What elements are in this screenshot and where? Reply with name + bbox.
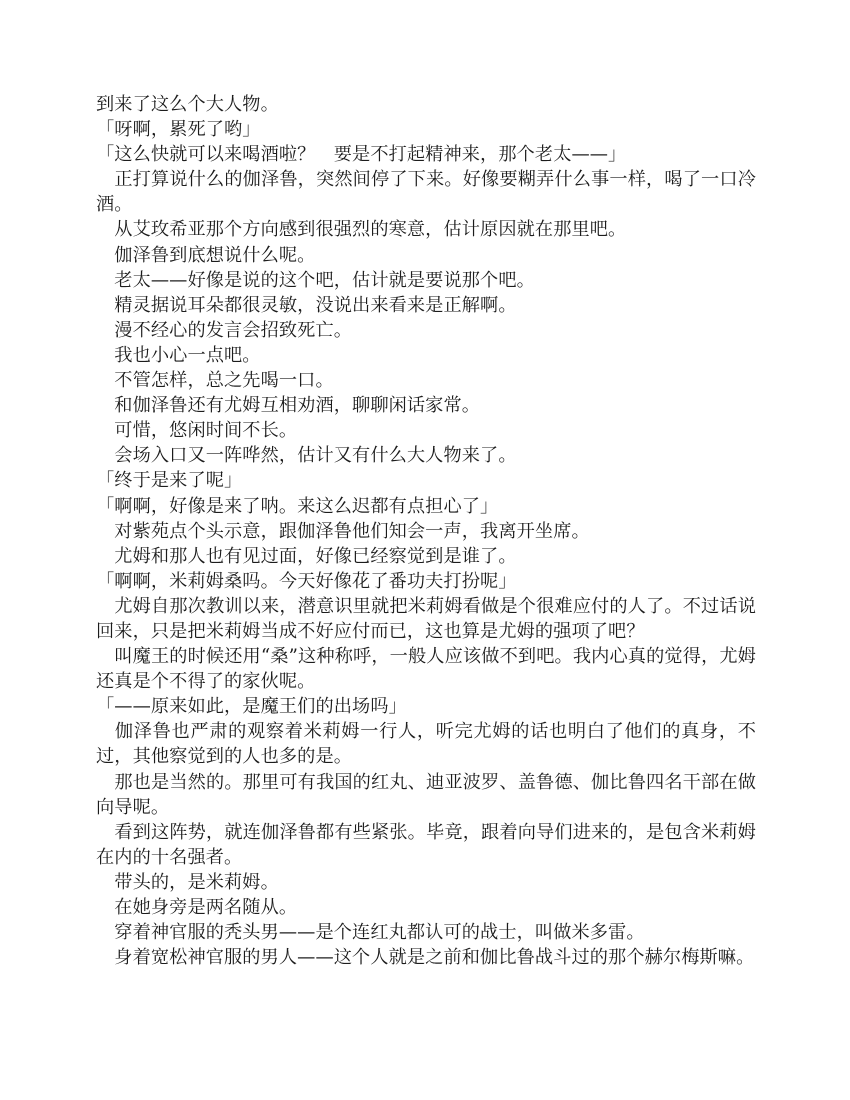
text-line: 「终于是来了呢」 bbox=[96, 470, 243, 492]
text-line: 伽泽鲁也严肃的观察着米莉姆一行人，听完尤姆的话也明白了他们的真身，不过，其他察觉到的人也多的是。 bbox=[96, 721, 756, 768]
text-line: 「啊啊，米莉姆桑吗。今天好像花了番功夫打扮呢」 bbox=[96, 570, 517, 592]
text-line: 看到这阵势，就连伽泽鲁都有些紧张。毕竟，跟着向导们进来的，是包含米莉姆在内的十名强者。 bbox=[96, 821, 756, 868]
text-line: 我也小心一点吧。 bbox=[96, 344, 261, 366]
text-line: 从艾玫希亚那个方向感到很强烈的寒意，估计原因就在那里吧。 bbox=[96, 219, 627, 241]
text-line: 精灵据说耳朵都很灵敏，没说出来看来是正解啊。 bbox=[96, 294, 517, 316]
text-line: 对紫苑点个头示意，跟伽泽鲁他们知会一声，我离开坐席。 bbox=[96, 520, 590, 542]
text-line: 到来了这么个大人物。 bbox=[96, 94, 279, 115]
text-line: 尤姆自那次教训以来，潜意识里就把米莉姆看做是个很难应付的人了。不过话说回来，只是把米莉姆当成不好应付而已，这也算是尤姆的强项了吧？ bbox=[96, 595, 756, 642]
text-line: 带头的，是米莉姆。 bbox=[96, 871, 279, 893]
text-line: 不管怎样，总之先喝一口。 bbox=[96, 370, 334, 392]
text-line: 「呀啊，累死了哟」 bbox=[96, 119, 261, 141]
text-line: 正打算说什么的伽泽鲁，突然间停了下来。好像要糊弄什么事一样，喝了一口冷酒。 bbox=[96, 169, 756, 216]
text-line: 「啊啊，好像是来了呐。来这么迟都有点担心了」 bbox=[96, 495, 499, 517]
text-line: 那也是当然的。那里可有我国的红丸、迪亚波罗、盖鲁德、伽比鲁四名干部在做向导呢。 bbox=[96, 771, 756, 818]
text-line: 尤姆和那人也有见过面，好像已经察觉到是谁了。 bbox=[96, 545, 517, 567]
text-line: 可惜，悠闲时间不长。 bbox=[96, 420, 298, 442]
text-line: 穿着神官服的秃头男——是个连红丸都认可的战士，叫做米多雷。 bbox=[96, 922, 645, 944]
novel-text-body bbox=[96, 92, 756, 970]
text-line: 漫不经心的发言会招致死亡。 bbox=[96, 319, 353, 341]
text-line: 叫魔王的时候还用“桑”这种称呼，一般人应该做不到吧。我内心真的觉得，尤姆还真是个不得了的家伙呢。 bbox=[96, 646, 756, 693]
text-line: 会场入口又一阵哗然，估计又有什么大人物来了。 bbox=[96, 445, 517, 467]
text-line: 和伽泽鲁还有尤姆互相劝酒，聊聊闲话家常。 bbox=[96, 395, 481, 417]
text-line: 身着宽松神官服的男人——这个人就是之前和伽比鲁战斗过的那个赫尔梅斯嘛。 bbox=[96, 947, 755, 969]
text-line: 在她身旁是两名随从。 bbox=[96, 897, 298, 918]
text-line: 老太——好像是说的这个吧，估计就是要说那个吧。 bbox=[96, 269, 535, 291]
text-line: 「——原来如此，是魔王们的出场吗」 bbox=[96, 696, 407, 718]
text-line: 伽泽鲁到底想说什么呢。 bbox=[96, 244, 316, 266]
text-line: 「这么快就可以来喝酒啦？ 要是不打起精神来，那个老太——」 bbox=[96, 144, 627, 166]
